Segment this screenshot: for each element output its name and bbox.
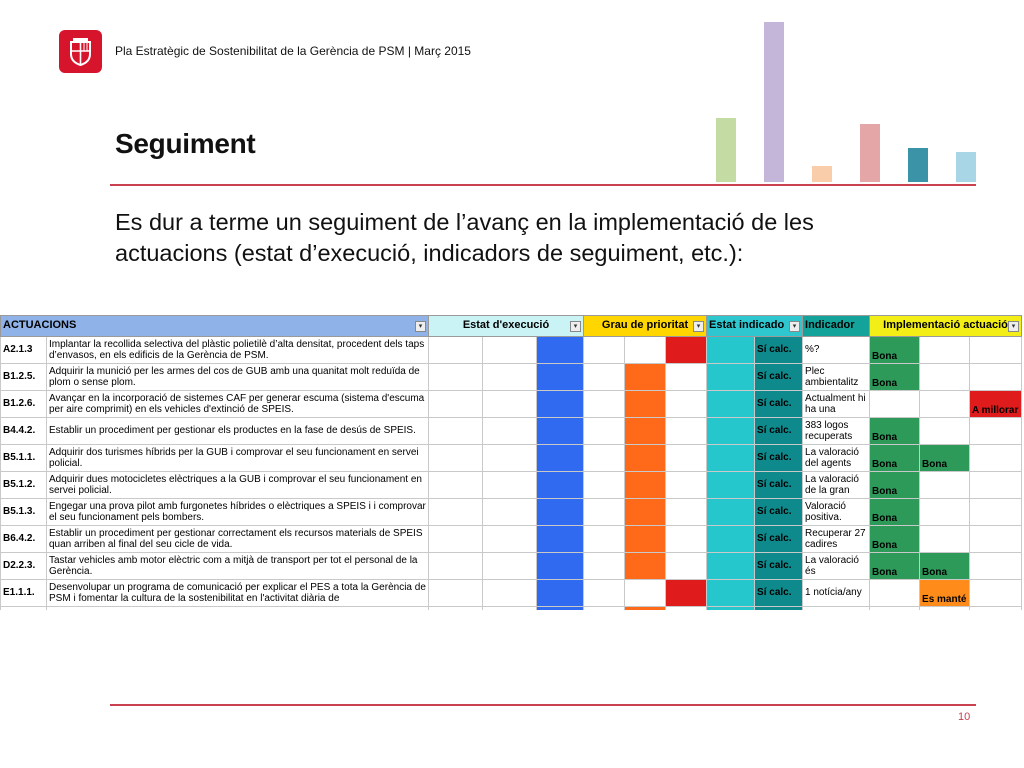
action-id-cell[interactable]: B1.2.6. bbox=[1, 391, 47, 418]
estat-progress-cell[interactable] bbox=[537, 418, 584, 445]
prioritat-cell[interactable] bbox=[625, 418, 666, 445]
estat-progress-cell[interactable] bbox=[537, 445, 584, 472]
prioritat-cell[interactable] bbox=[666, 472, 707, 499]
indicador-cell[interactable]: La valoració del agents bbox=[803, 445, 870, 472]
estat-cell[interactable] bbox=[429, 526, 483, 553]
estat-indicador-calc-cell[interactable]: Sí calc. bbox=[755, 499, 803, 526]
action-id-cell[interactable]: B5.1.2. bbox=[1, 472, 47, 499]
estat-indicador-calc-cell[interactable]: Sí calc. bbox=[755, 418, 803, 445]
indicador-cell[interactable]: La valoració de la gran bbox=[803, 472, 870, 499]
empty-cell[interactable] bbox=[429, 607, 483, 611]
estat-indicador-cell[interactable] bbox=[707, 472, 755, 499]
prioritat-cell[interactable] bbox=[584, 553, 625, 580]
implementacio-cell[interactable] bbox=[970, 580, 1022, 607]
action-id-cell[interactable]: B6.4.2. bbox=[1, 526, 47, 553]
implementacio-cell[interactable] bbox=[970, 553, 1022, 580]
empty-cell[interactable] bbox=[707, 607, 755, 611]
implementacio-cell[interactable] bbox=[920, 418, 970, 445]
estat-cell[interactable] bbox=[483, 580, 537, 607]
implementacio-cell[interactable] bbox=[970, 499, 1022, 526]
decorative-bar bbox=[812, 166, 832, 182]
estat-cell[interactable] bbox=[483, 526, 537, 553]
action-description-cell[interactable]: Establir un procediment per gestionar els productes en la fase de desús de SPEIS. bbox=[47, 418, 429, 445]
header-indicador-label: Indicador bbox=[805, 319, 855, 332]
implementacio-cell[interactable] bbox=[920, 526, 970, 553]
empty-cell[interactable] bbox=[803, 607, 870, 611]
estat-indicador-cell[interactable] bbox=[707, 445, 755, 472]
estat-cell[interactable] bbox=[483, 472, 537, 499]
filter-dropdown-icon[interactable]: ▾ bbox=[570, 321, 581, 332]
table-row bbox=[1, 391, 1022, 418]
implementacio-cell[interactable]: Bona bbox=[870, 364, 920, 391]
prioritat-cell[interactable] bbox=[666, 418, 707, 445]
footer-divider bbox=[110, 704, 976, 706]
action-description-cell[interactable]: Avançar en la incorporació de sistemes CAF per generar escuma (sistema d'escuma per aire comprimit) en els vehicles d'extinció de SPEIS. bbox=[47, 391, 429, 418]
indicador-cell[interactable]: Plec ambientalitz bbox=[803, 364, 870, 391]
implementacio-cell[interactable]: Bona bbox=[870, 553, 920, 580]
filter-dropdown-icon[interactable]: ▾ bbox=[789, 321, 800, 332]
estat-cell[interactable] bbox=[483, 553, 537, 580]
estat-progress-cell[interactable] bbox=[537, 337, 584, 364]
table-row bbox=[1, 418, 1022, 445]
table-row bbox=[1, 472, 1022, 499]
estat-cell[interactable] bbox=[483, 418, 537, 445]
prioritat-cell[interactable] bbox=[584, 526, 625, 553]
filter-dropdown-icon[interactable]: ▾ bbox=[693, 321, 704, 332]
estat-indicador-cell[interactable] bbox=[707, 526, 755, 553]
action-id-cell[interactable]: D2.2.3. bbox=[1, 553, 47, 580]
prioritat-cell[interactable] bbox=[584, 391, 625, 418]
page-number: 10 bbox=[958, 711, 971, 723]
table-row bbox=[1, 364, 1022, 391]
header-actuacions-label: ACTUACIONS bbox=[3, 319, 77, 332]
tracking-spreadsheet bbox=[0, 315, 1024, 610]
estat-indicador-cell[interactable] bbox=[707, 391, 755, 418]
estat-cell[interactable] bbox=[429, 445, 483, 472]
prioritat-cell[interactable] bbox=[666, 526, 707, 553]
ajuntament-logo bbox=[59, 30, 102, 73]
estat-cell[interactable] bbox=[483, 445, 537, 472]
estat-indicador-cell[interactable] bbox=[707, 364, 755, 391]
header-estat-indicador[interactable] bbox=[707, 316, 803, 337]
empty-cell[interactable] bbox=[870, 607, 920, 611]
prioritat-cell[interactable] bbox=[625, 472, 666, 499]
implementacio-cell[interactable] bbox=[970, 526, 1022, 553]
title-divider bbox=[110, 184, 976, 186]
estat-indicador-calc-cell[interactable]: Sí calc. bbox=[755, 445, 803, 472]
prioritat-cell[interactable] bbox=[666, 580, 707, 607]
estat-indicador-calc-cell[interactable]: Sí calc. bbox=[755, 337, 803, 364]
decorative-bar bbox=[956, 152, 976, 182]
decorative-bar bbox=[764, 22, 784, 182]
prioritat-cell[interactable] bbox=[666, 553, 707, 580]
implementacio-cell[interactable] bbox=[970, 364, 1022, 391]
action-description-cell[interactable]: Engegar una prova pilot amb furgonetes híbrides o elèctriques a SPEIS i i comprovar el seu funcionament pels bombers. bbox=[47, 499, 429, 526]
action-description-cell[interactable]: Desenvolupar un programa de comunicació per explicar el PES a tota la Gerència de PSM i fomentar la cultura de la sostenibilitat en l'activitat diària de bbox=[47, 580, 429, 607]
prioritat-cell[interactable] bbox=[584, 580, 625, 607]
implementacio-cell[interactable] bbox=[870, 580, 920, 607]
action-description-cell[interactable]: Adquirir la munició per les armes del cos de GUB amb una quanitat molt reduïda de plom o sense plom. bbox=[47, 364, 429, 391]
estat-indicador-calc-cell[interactable]: Sí calc. bbox=[755, 526, 803, 553]
estat-indicador-calc-cell[interactable]: Sí calc. bbox=[755, 580, 803, 607]
prioritat-cell[interactable] bbox=[666, 391, 707, 418]
action-id-cell[interactable]: B1.2.5. bbox=[1, 364, 47, 391]
prioritat-cell[interactable] bbox=[584, 418, 625, 445]
header-indicador[interactable] bbox=[803, 316, 870, 337]
header-grau-prioritat[interactable] bbox=[584, 316, 707, 337]
table-row bbox=[1, 526, 1022, 553]
table-row bbox=[1, 580, 1022, 607]
prioritat-cell[interactable] bbox=[584, 337, 625, 364]
implementacio-cell[interactable]: Bona bbox=[870, 445, 920, 472]
prioritat-cell[interactable] bbox=[584, 364, 625, 391]
prioritat-cell[interactable] bbox=[625, 526, 666, 553]
header-estat-ind-label: Estat indicado bbox=[709, 319, 785, 332]
table-row-empty bbox=[1, 607, 1022, 611]
page-title: Seguiment bbox=[115, 128, 256, 159]
estat-progress-cell[interactable] bbox=[537, 580, 584, 607]
empty-cell[interactable] bbox=[537, 607, 584, 611]
implementacio-cell[interactable] bbox=[970, 418, 1022, 445]
empty-cell[interactable] bbox=[584, 607, 625, 611]
prioritat-cell[interactable] bbox=[625, 499, 666, 526]
empty-cell[interactable] bbox=[920, 607, 970, 611]
header-estat-label: Estat d'execució bbox=[462, 319, 550, 332]
prioritat-cell[interactable] bbox=[666, 499, 707, 526]
tracking-table bbox=[0, 315, 1022, 610]
table-row bbox=[1, 337, 1022, 364]
header-implementacio[interactable] bbox=[870, 316, 1022, 337]
prioritat-cell[interactable] bbox=[584, 445, 625, 472]
indicador-cell[interactable]: Actualment hi ha una bbox=[803, 391, 870, 418]
estat-cell[interactable] bbox=[429, 391, 483, 418]
intro-paragraph: Es dur a terme un seguiment de l’avanç en la implementació de les actuacions (estat d’execució, indicadors de seguiment, etc.): bbox=[115, 209, 814, 266]
empty-cell[interactable] bbox=[1, 607, 47, 611]
action-description-cell[interactable]: Implantar la recollida selectiva del plàstic polietilè d’alta densitat, procedent dels taps d’envasos, en els edificis de la Gerència de PSM. bbox=[47, 337, 429, 364]
action-id-cell[interactable]: B5.1.3. bbox=[1, 499, 47, 526]
estat-cell[interactable] bbox=[429, 499, 483, 526]
prioritat-cell[interactable] bbox=[666, 364, 707, 391]
implementacio-cell[interactable]: Bona bbox=[870, 472, 920, 499]
prioritat-cell[interactable] bbox=[625, 580, 666, 607]
estat-cell[interactable] bbox=[429, 337, 483, 364]
prioritat-cell[interactable] bbox=[625, 553, 666, 580]
decorative-bar bbox=[908, 148, 928, 182]
implementacio-cell[interactable]: Bona bbox=[870, 418, 920, 445]
estat-cell[interactable] bbox=[429, 418, 483, 445]
implementacio-cell[interactable] bbox=[970, 337, 1022, 364]
indicador-cell[interactable]: %? bbox=[803, 337, 870, 364]
filter-dropdown-icon[interactable]: ▾ bbox=[415, 321, 426, 332]
action-id-cell[interactable]: B4.4.2. bbox=[1, 418, 47, 445]
prioritat-cell[interactable] bbox=[625, 391, 666, 418]
estat-cell[interactable] bbox=[483, 364, 537, 391]
estat-indicador-calc-cell[interactable]: Sí calc. bbox=[755, 364, 803, 391]
estat-cell[interactable] bbox=[429, 364, 483, 391]
prioritat-cell[interactable] bbox=[625, 445, 666, 472]
prioritat-cell[interactable] bbox=[666, 337, 707, 364]
implementacio-cell[interactable]: Bona bbox=[920, 553, 970, 580]
estat-progress-cell[interactable] bbox=[537, 364, 584, 391]
estat-cell[interactable] bbox=[429, 553, 483, 580]
shield-emblem-icon bbox=[59, 30, 102, 73]
empty-cell[interactable] bbox=[666, 607, 707, 611]
estat-progress-cell[interactable] bbox=[537, 553, 584, 580]
prioritat-cell[interactable] bbox=[625, 364, 666, 391]
estat-cell[interactable] bbox=[483, 337, 537, 364]
implementacio-cell[interactable] bbox=[970, 472, 1022, 499]
table-row bbox=[1, 499, 1022, 526]
empty-cell[interactable] bbox=[625, 607, 666, 611]
implementacio-cell[interactable]: Bona bbox=[870, 337, 920, 364]
estat-indicador-cell[interactable] bbox=[707, 499, 755, 526]
implementacio-cell[interactable] bbox=[920, 391, 970, 418]
estat-indicador-cell[interactable] bbox=[707, 553, 755, 580]
decorative-bar bbox=[860, 124, 880, 182]
action-description-cell[interactable]: Tastar vehicles amb motor elèctric com a mitjà de transport per tot el personal de la Gerència. bbox=[47, 553, 429, 580]
estat-progress-cell[interactable] bbox=[537, 391, 584, 418]
indicador-cell[interactable]: 383 logos recuperats bbox=[803, 418, 870, 445]
implementacio-cell[interactable]: Bona bbox=[870, 499, 920, 526]
empty-cell[interactable] bbox=[483, 607, 537, 611]
action-description-cell[interactable]: Adquirir dues motocicletes elèctriques a la GUB i comprovar el seu funcionament en servei policial. bbox=[47, 472, 429, 499]
implementacio-cell[interactable] bbox=[920, 499, 970, 526]
indicador-cell[interactable]: 1 notícia/any bbox=[803, 580, 870, 607]
empty-cell[interactable] bbox=[47, 607, 429, 611]
header-estat-execucio[interactable] bbox=[429, 316, 584, 337]
estat-indicador-cell[interactable] bbox=[707, 337, 755, 364]
action-description-cell[interactable]: Adquirir dos turismes híbrids per la GUB i comprovar el seu funcionament en servei policial. bbox=[47, 445, 429, 472]
implementacio-cell[interactable]: Es manté bbox=[920, 580, 970, 607]
estat-indicador-cell[interactable] bbox=[707, 418, 755, 445]
estat-indicador-calc-cell[interactable]: Sí calc. bbox=[755, 472, 803, 499]
implementacio-cell[interactable] bbox=[920, 364, 970, 391]
table-header-row bbox=[1, 316, 1022, 337]
estat-cell[interactable] bbox=[429, 472, 483, 499]
implementacio-cell[interactable]: A millorar bbox=[970, 391, 1022, 418]
indicador-cell[interactable]: Recuperar 27 cadires bbox=[803, 526, 870, 553]
estat-indicador-cell[interactable] bbox=[707, 580, 755, 607]
implementacio-cell[interactable]: Bona bbox=[920, 445, 970, 472]
estat-cell[interactable] bbox=[483, 499, 537, 526]
table-row bbox=[1, 553, 1022, 580]
implementacio-cell[interactable]: Bona bbox=[870, 526, 920, 553]
table-row bbox=[1, 445, 1022, 472]
prioritat-cell[interactable] bbox=[584, 472, 625, 499]
indicador-cell[interactable]: Valoració positiva. bbox=[803, 499, 870, 526]
action-id-cell[interactable]: E1.1.1. bbox=[1, 580, 47, 607]
estat-progress-cell[interactable] bbox=[537, 472, 584, 499]
implementacio-cell[interactable] bbox=[920, 472, 970, 499]
implementacio-cell[interactable] bbox=[870, 391, 920, 418]
implementacio-cell[interactable] bbox=[920, 337, 970, 364]
header-actuacions[interactable] bbox=[1, 316, 429, 337]
action-id-cell[interactable]: A2.1.3 bbox=[1, 337, 47, 364]
decorative-bar bbox=[716, 118, 736, 182]
prioritat-cell[interactable] bbox=[584, 499, 625, 526]
prioritat-cell[interactable] bbox=[625, 337, 666, 364]
estat-progress-cell[interactable] bbox=[537, 526, 584, 553]
empty-cell[interactable] bbox=[970, 607, 1022, 611]
implementacio-cell[interactable] bbox=[970, 445, 1022, 472]
estat-progress-cell[interactable] bbox=[537, 499, 584, 526]
estat-indicador-calc-cell[interactable]: Sí calc. bbox=[755, 553, 803, 580]
prioritat-cell[interactable] bbox=[666, 445, 707, 472]
estat-indicador-calc-cell[interactable]: Sí calc. bbox=[755, 391, 803, 418]
estat-cell[interactable] bbox=[483, 391, 537, 418]
document-header: Pla Estratègic de Sostenibilitat de la Gerència de PSM | Març 2015 bbox=[115, 44, 471, 58]
header-grau-label: Grau de prioritat bbox=[601, 319, 689, 332]
estat-cell[interactable] bbox=[429, 580, 483, 607]
indicador-cell[interactable]: La valoració és bbox=[803, 553, 870, 580]
empty-cell[interactable] bbox=[755, 607, 803, 611]
filter-dropdown-icon[interactable]: ▾ bbox=[1008, 321, 1019, 332]
action-id-cell[interactable]: B5.1.1. bbox=[1, 445, 47, 472]
action-description-cell[interactable]: Establir un procediment per gestionar correctament els recursos materials de SPEIS quan arriben al final del seu cicle de vida. bbox=[47, 526, 429, 553]
header-implementacio-label: Implementació actuació bbox=[883, 319, 1008, 332]
